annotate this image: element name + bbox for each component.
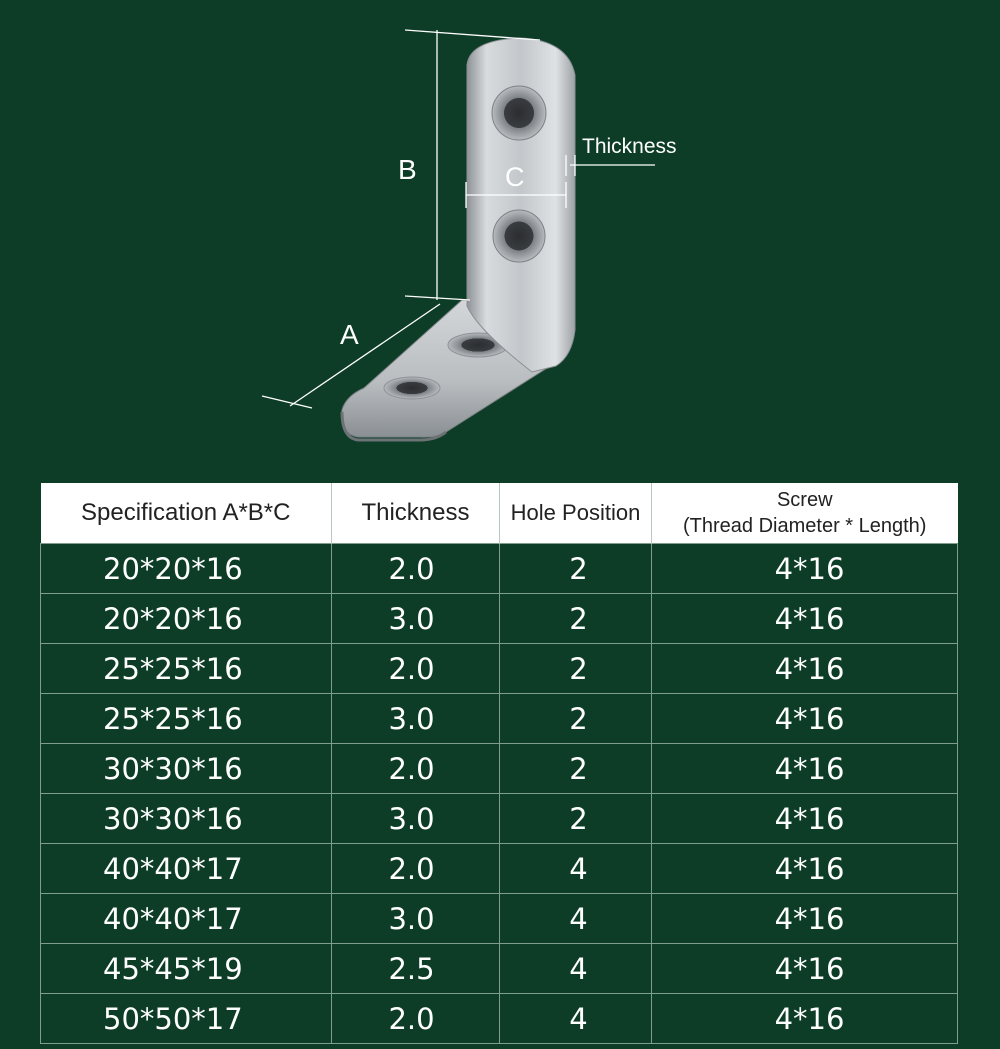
cell-thickness: 2.0 (332, 644, 500, 694)
header-thickness: Thickness (332, 483, 500, 544)
cell-thickness: 3.0 (332, 694, 500, 744)
table-row (41, 744, 958, 794)
table-header-row (41, 483, 958, 544)
table-row (41, 694, 958, 744)
label-thickness: Thickness (582, 135, 677, 158)
cell-spec: 45*45*19 (41, 944, 332, 994)
cell-hole-position: 2 (500, 744, 652, 794)
cell-spec: 20*20*16 (41, 544, 332, 594)
cell-hole-position: 4 (500, 994, 652, 1044)
cell-spec: 25*25*16 (41, 644, 332, 694)
cell-spec: 20*20*16 (41, 594, 332, 644)
label-a: A (340, 319, 359, 350)
table-row (41, 844, 958, 894)
table-row (41, 994, 958, 1044)
cell-thickness: 2.0 (332, 544, 500, 594)
header-screw (652, 483, 958, 544)
cell-spec: 25*25*16 (41, 694, 332, 744)
cell-thickness: 2.0 (332, 994, 500, 1044)
cell-screw: 4*16 (652, 794, 958, 844)
cell-thickness: 3.0 (332, 594, 500, 644)
table-row (41, 944, 958, 994)
label-c: C (505, 162, 525, 192)
cell-hole-position: 2 (500, 544, 652, 594)
cell-hole-position: 2 (500, 644, 652, 694)
cell-hole-position: 4 (500, 894, 652, 944)
cell-screw: 4*16 (652, 944, 958, 994)
table-row (41, 594, 958, 644)
cell-screw: 4*16 (652, 894, 958, 944)
cell-hole-position: 2 (500, 694, 652, 744)
cell-spec: 50*50*17 (41, 994, 332, 1044)
cell-screw: 4*16 (652, 744, 958, 794)
specification-table (40, 483, 958, 1044)
cell-thickness: 2.0 (332, 844, 500, 894)
cell-hole-position: 4 (500, 944, 652, 994)
cell-screw: 4*16 (652, 644, 958, 694)
table-row (41, 894, 958, 944)
cell-spec: 30*30*16 (41, 794, 332, 844)
table-row (41, 794, 958, 844)
table-row (41, 544, 958, 594)
bracket-diagram (0, 0, 1000, 470)
header-specification: Specification A*B*C (41, 483, 332, 544)
cell-spec: 30*30*16 (41, 744, 332, 794)
label-b: B (398, 154, 417, 185)
cell-spec: 40*40*17 (41, 844, 332, 894)
cell-hole-position: 2 (500, 794, 652, 844)
cell-screw: 4*16 (652, 694, 958, 744)
cell-screw: 4*16 (652, 544, 958, 594)
header-hole-position: Hole Position (500, 483, 652, 544)
cell-screw: 4*16 (652, 844, 958, 894)
cell-thickness: 3.0 (332, 794, 500, 844)
cell-screw: 4*16 (652, 594, 958, 644)
base-hole-2 (384, 377, 440, 399)
cell-thickness: 3.0 (332, 894, 500, 944)
header-screw-line2: (Thread Diameter * Length) (683, 515, 927, 537)
cell-hole-position: 2 (500, 594, 652, 644)
vertical-hole-2 (493, 210, 545, 262)
cell-thickness: 2.5 (332, 944, 500, 994)
table-row (41, 644, 958, 694)
cell-screw: 4*16 (652, 994, 958, 1044)
cell-thickness: 2.0 (332, 744, 500, 794)
cell-spec: 40*40*17 (41, 894, 332, 944)
vertical-hole-1 (492, 86, 546, 140)
cell-hole-position: 4 (500, 844, 652, 894)
header-screw-line1: Screw (776, 489, 833, 511)
